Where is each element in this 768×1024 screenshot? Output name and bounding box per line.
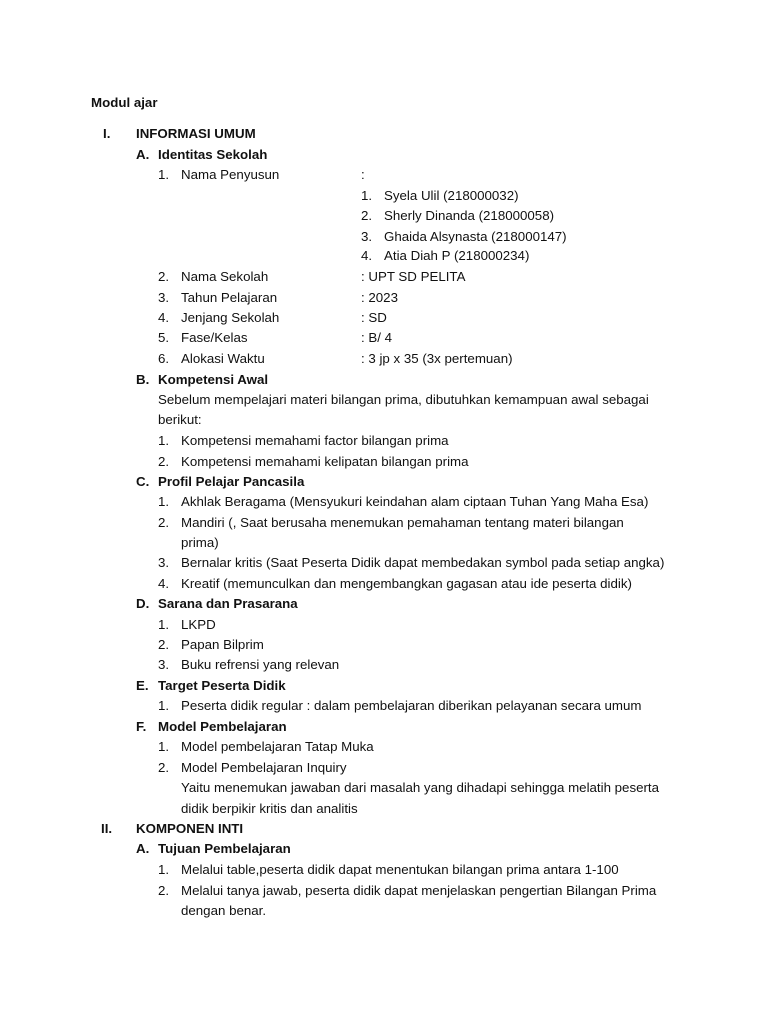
list-number: 2.: [158, 883, 170, 898]
subsection-letter: C.: [136, 474, 150, 489]
list-number: 3.: [158, 555, 170, 570]
author-item: Syela Ulil (218000032): [384, 188, 519, 203]
list-item-continuation: prima): [181, 535, 219, 550]
list-number: 2.: [158, 637, 170, 652]
subsection-heading: Sarana dan Prasarana: [158, 596, 298, 611]
list-item: Akhlak Beragama (Mensyukuri keindahan alam ciptaan Tuhan Yang Maha Esa): [181, 494, 649, 509]
list-number: 2.: [158, 760, 170, 775]
subsection-heading: Target Peserta Didik: [158, 678, 286, 693]
list-item-continuation: dengan benar.: [181, 903, 267, 918]
list-number: 4.: [158, 576, 170, 591]
list-item: Mandiri (, Saat berusaha menemukan pemahaman tentang materi bilangan: [181, 515, 624, 530]
list-number: 3.: [158, 657, 170, 672]
field-label: Nama Penyusun: [181, 167, 280, 182]
list-number: 5.: [158, 330, 170, 345]
list-item: Kreatif (memunculkan dan mengembangkan gagasan atau ide peserta didik): [181, 576, 632, 591]
list-number: 3.: [361, 229, 373, 244]
paragraph-line: didik berpikir kritis dan analitis: [181, 801, 358, 816]
list-item: Kompetensi memahami kelipatan bilangan prima: [181, 454, 469, 469]
list-item: Model pembelajaran Tatap Muka: [181, 739, 374, 754]
field-value: : 2023: [361, 290, 398, 305]
field-label: Tahun Pelajaran: [181, 290, 278, 305]
list-item: Peserta didik regular : dalam pembelajaran diberikan pelayanan secara umum: [181, 698, 642, 713]
subsection-heading: Profil Pelajar Pancasila: [158, 474, 305, 489]
section-number: II.: [101, 821, 113, 836]
list-number: 2.: [158, 269, 170, 284]
list-number: 6.: [158, 351, 170, 366]
list-number: 1.: [158, 167, 170, 182]
list-number: 1.: [158, 862, 170, 877]
paragraph-line: Yaitu menemukan jawaban dari masalah yang dihadapi sehingga melatih peserta: [181, 780, 660, 795]
list-number: 4.: [158, 310, 170, 325]
list-item: Model Pembelajaran Inquiry: [181, 760, 347, 775]
field-value: : B/ 4: [361, 330, 393, 345]
paragraph-line: berikut:: [158, 412, 202, 427]
list-number: 1.: [158, 739, 170, 754]
subsection-heading: Kompetensi Awal: [158, 372, 269, 387]
subsection-letter: A.: [136, 147, 150, 162]
field-label: Fase/Kelas: [181, 330, 248, 345]
list-item: Melalui tanya jawab, peserta didik dapat menjelaskan pengertian Bilangan Prima: [181, 883, 657, 898]
author-item: Sherly Dinanda (218000058): [384, 208, 555, 223]
field-label: Nama Sekolah: [181, 269, 269, 284]
field-label: Alokasi Waktu: [181, 351, 265, 366]
list-item: LKPD: [181, 617, 216, 632]
field-value: : 3 jp x 35 (3x pertemuan): [361, 351, 513, 366]
list-number: 2.: [361, 208, 373, 223]
author-item: Ghaida Alsynasta (218000147): [384, 229, 567, 244]
list-item: Kompetensi memahami factor bilangan prima: [181, 433, 449, 448]
field-value: : UPT SD PELITA: [361, 269, 466, 284]
subsection-letter: E.: [136, 678, 149, 693]
list-item: Bernalar kritis (Saat Peserta Didik dapat membedakan symbol pada setiap angka): [181, 555, 665, 570]
list-number: 1.: [158, 617, 170, 632]
document-title: Modul ajar: [91, 95, 158, 110]
section-heading: INFORMASI UMUM: [136, 126, 256, 141]
subsection-heading: Identitas Sekolah: [158, 147, 268, 162]
list-number: 3.: [158, 290, 170, 305]
paragraph-line: Sebelum mempelajari materi bilangan prima, dibutuhkan kemampuan awal sebagai: [158, 392, 649, 407]
list-number: 1.: [361, 188, 373, 203]
subsection-heading: Model Pembelajaran: [158, 719, 287, 734]
section-heading: KOMPONEN INTI: [136, 821, 244, 836]
list-number: 1.: [158, 494, 170, 509]
list-item: Buku refrensi yang relevan: [181, 657, 340, 672]
list-number: 1.: [158, 433, 170, 448]
subsection-letter: D.: [136, 596, 150, 611]
subsection-letter: B.: [136, 372, 150, 387]
list-item: Papan Bilprim: [181, 637, 264, 652]
field-colon: :: [361, 167, 365, 182]
author-item: Atia Diah P (218000234): [384, 248, 530, 263]
list-item: Melalui table,peserta didik dapat menentukan bilangan prima antara 1-100: [181, 862, 619, 877]
list-number: 4.: [361, 248, 373, 263]
subsection-letter: A.: [136, 841, 150, 856]
list-number: 1.: [158, 698, 170, 713]
section-number: I.: [103, 126, 111, 141]
list-number: 2.: [158, 515, 170, 530]
list-number: 2.: [158, 454, 170, 469]
field-value: : SD: [361, 310, 387, 325]
field-label: Jenjang Sekolah: [181, 310, 280, 325]
subsection-letter: F.: [136, 719, 147, 734]
subsection-heading: Tujuan Pembelajaran: [158, 841, 291, 856]
